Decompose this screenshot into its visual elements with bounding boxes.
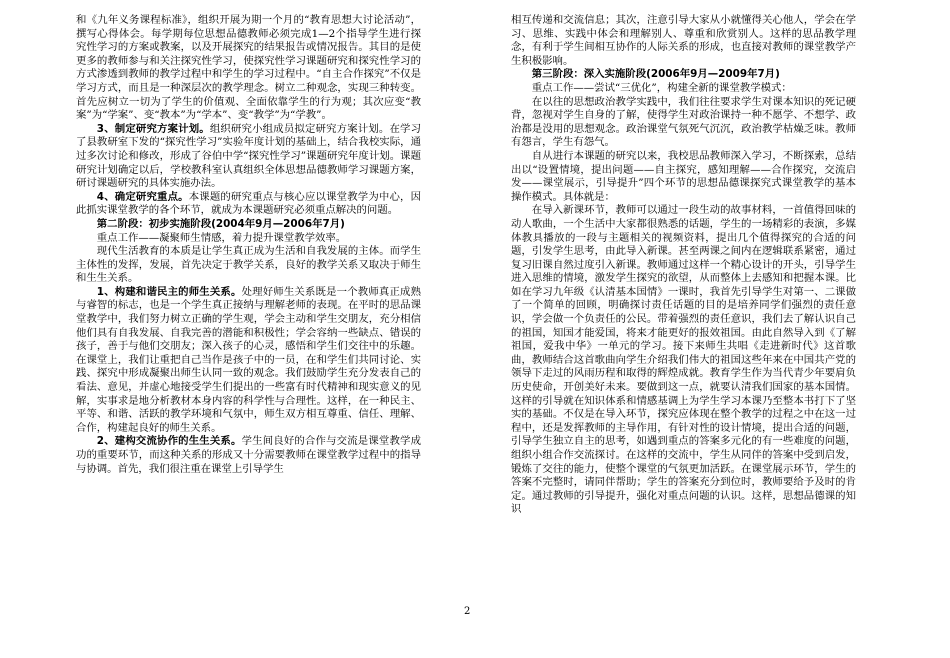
paragraph (76, 218, 421, 232)
paragraph: 重点工作——凝聚师生情感，着力提升课堂教学效率。 (96, 231, 347, 244)
stage-heading: 第二阶段：初步实施阶段(2004年9月—2006年7月) (96, 217, 345, 230)
paragraph-text: 学生间良好的合作与交流是课堂教学成功的重要环节，而这种关系的形成又十分需要教师在课堂教学过程中的指导与协调。首先，我们很注重在课堂上引导学生 (76, 435, 422, 475)
paragraph: 自从进行本课题的研究以来，我校思品教师深入学习，不断探索，总结出以“设置情境，提出问题——自主探究，感知理解——合作探究，交流启发——课堂展示，引导提升”四个环节的思想品德课探究式课堂教学的基本操作模式。具体就是： (511, 149, 856, 203)
paragraph: 和《九年义务课程标准》，组织开展为期一个月的“教育思想大讨论活动”，撰写心得体会。每学期每位思想品德教师必须完成1—2个指导学生进行探究性学习的方案或教案，以及开展探究的结果报告或情况报告。其目的是使更多的教师参与和关注探究性学习，使探究性学习课题研究和探究性学习的方式渗透到教师的教学过程中和学生的学习过程中。“自主合作探究”不仅是学习方式，而且是一种深层次的教学理念。树立二种观念，实现三种转变。首先应树立一切为了学生的价值观、全面依靠学生的行为观；其次应变“教案”为“学案”、变“教本”为“学本”、变“教学”为“学教”。 (76, 14, 421, 122)
paragraph-text: 本课题的研究重点与核心应以课堂教学为中心，因此抓实课堂教学的各个环节，就成为本课题研究必须重点解决的问题。 (76, 190, 422, 217)
paragraph-text: 组织研究小组成员拟定研究方案计划。在学习了县教研室下发的“探究性学习”实验年度计划的基础上，结合我校实际，通过多次讨论和修改，形成了谷伯中学“探究性学习”课题研究年度计划。课题研究计划确定以后，学校教科室认真组织全体思想品德教师学习课题方案，研讨课题研究的具体实施办法。 (76, 122, 421, 190)
section-heading: 3、制定研究方案计划。 (96, 122, 210, 135)
section-heading: 1、构建和谐民主的师生关系。 (96, 285, 242, 298)
left-column (76, 14, 421, 654)
paragraph: 在导入新课环节，教师可以通过一段生动的故事材料，一首值得回味的动人歌曲，一个生活中大家都很熟悉的话题，学生的一场精彩的表演，多媒体教具播放的一段与主题相关的视频资料，提出几个值得探究的合适的问题，引发学生思考，由此导入新课。甚至两课之间内在逻辑联系紧密，通过复习旧课自然过度引入新课。教师通过这样一个精心设计的开头，引导学生进入思维的情境，激发学生探究的欲望，从而整体上去感知和把握本课。比如在学习九年级《认清基本国情》一课时，我首先引导学生对第一、二课做了一个简单的回顾，明确探讨责任话题的目的是培养同学们强烈的责任意识，学会做一个负责任的公民。带着强烈的责任意识，我们去了解认识自己的祖国，知国才能爱国，将来才能更好的报效祖国。由此自然导入到《了解祖国，爱我中华》一单元的学习。接下来师生共唱《走进新时代》这首歌曲，教师结合这首歌曲向学生介绍我们伟大的祖国这些年来在中国共产党的领导下走过的风雨历程和取得的辉煌成就。教育学生作为当代青少年要肩负历史使命，开创美好未来。要做到这一点，就要认清我们国家的基本国情。这样的引导就在知识体系和情感基调上为学生学习本课乃至整本书打下了坚实的基础。不仅是在导入环节，探究应体现在整个教学的过程之中在这一过程中，还是发挥教师的主导作用，有针对性的设计情境，提出合适的问题，引导学生独立自主的思考，如遇到重点的答案多元化的有一些难度的问题，组织小组合作交流探讨。在这样的交流中，学生从同伴的答案中受到启发，锻炼了交往的能力，使整个课堂的气氛更加活跃。在课堂展示环节，学生的答案不完整时，请同伴帮助；学生的答案充分到位时，教师要给予及时的肯定。通过教师的引导提升，强化对重点问题的认识。这样，思想品德课的知识 (511, 204, 856, 516)
paragraph (76, 123, 421, 191)
section-heading: 4、确定研究重点。 (96, 190, 189, 203)
paragraph (511, 68, 856, 82)
paragraph: 现代生活教育的本质是让学生真正成为生活和自我发展的主体。而学生主体性的发挥，发展，首先决定于教学关系，良好的教学关系又取决于师生和生生关系。 (76, 245, 421, 285)
stage-heading: 第三阶段：深入实施阶段(2006年9月—2009年7月) (531, 68, 780, 81)
right-column (511, 14, 856, 516)
paragraph-text: 处理好师生关系既是一个教师真正成熟与睿智的标志，也是一个学生真正接纳与理解老师的表现。在平时的思品课堂教学中，我们努力树立正确的学生观，学会主动和学生交朋友，充分相信他们具有自我发展、自我完善的潜能和积极性；学会容纳一些缺点、错误的孩子，善于与他们交朋友；深入孩子的心灵，感悟和学生们交往中的乐趣。在课堂上，我们让重把自己当作是孩子中的一员，在和学生们共同讨论、实践、探究中形成凝聚出师生认同一致的观念。我们鼓励学生充分发表自己的看法、意见，并虚心地接受学生们提出的一些富有时代精神和现实意义的见解，实事求是地分析教材本身内容的科学性与合理性。这样，在一种民主、平等、和谐、活跃的教学环境和气氛中，师生双方相互尊重、信任、理解、合作，构建起良好的师生关系。 (76, 285, 422, 434)
paragraph: 相互传递和交流信息；其次，注意引导大家从小就懂得关心他人，学会在学习、思维、实践中体会和理解别人、尊重和欣赏别人。这样的思品教学理念，有利于学生间相互协作的人际关系的形成，也直接对教师的课堂教学产生积极影响。 (511, 14, 856, 67)
paragraph: 重点工作——尝试“三优化”，构建全新的课堂教学模式： (531, 81, 792, 94)
section-heading: 2、建构交流协作的生生关系。 (96, 435, 242, 448)
page-number: 2 (464, 606, 471, 617)
paragraph (76, 286, 421, 436)
paragraph: 在以往的思想政治教学实践中，我们往往要求学生对课本知识的死记硬背，忽视对学生自身的了解，使得学生对政治课持一种不愿学、不想学、政治都是没用的思想观念。政治课堂气氛死气沉沉，政治教学枯燥乏味。教师有怨言，学生有怨气。 (511, 95, 856, 149)
paragraph (76, 191, 421, 218)
paragraph (76, 435, 421, 476)
